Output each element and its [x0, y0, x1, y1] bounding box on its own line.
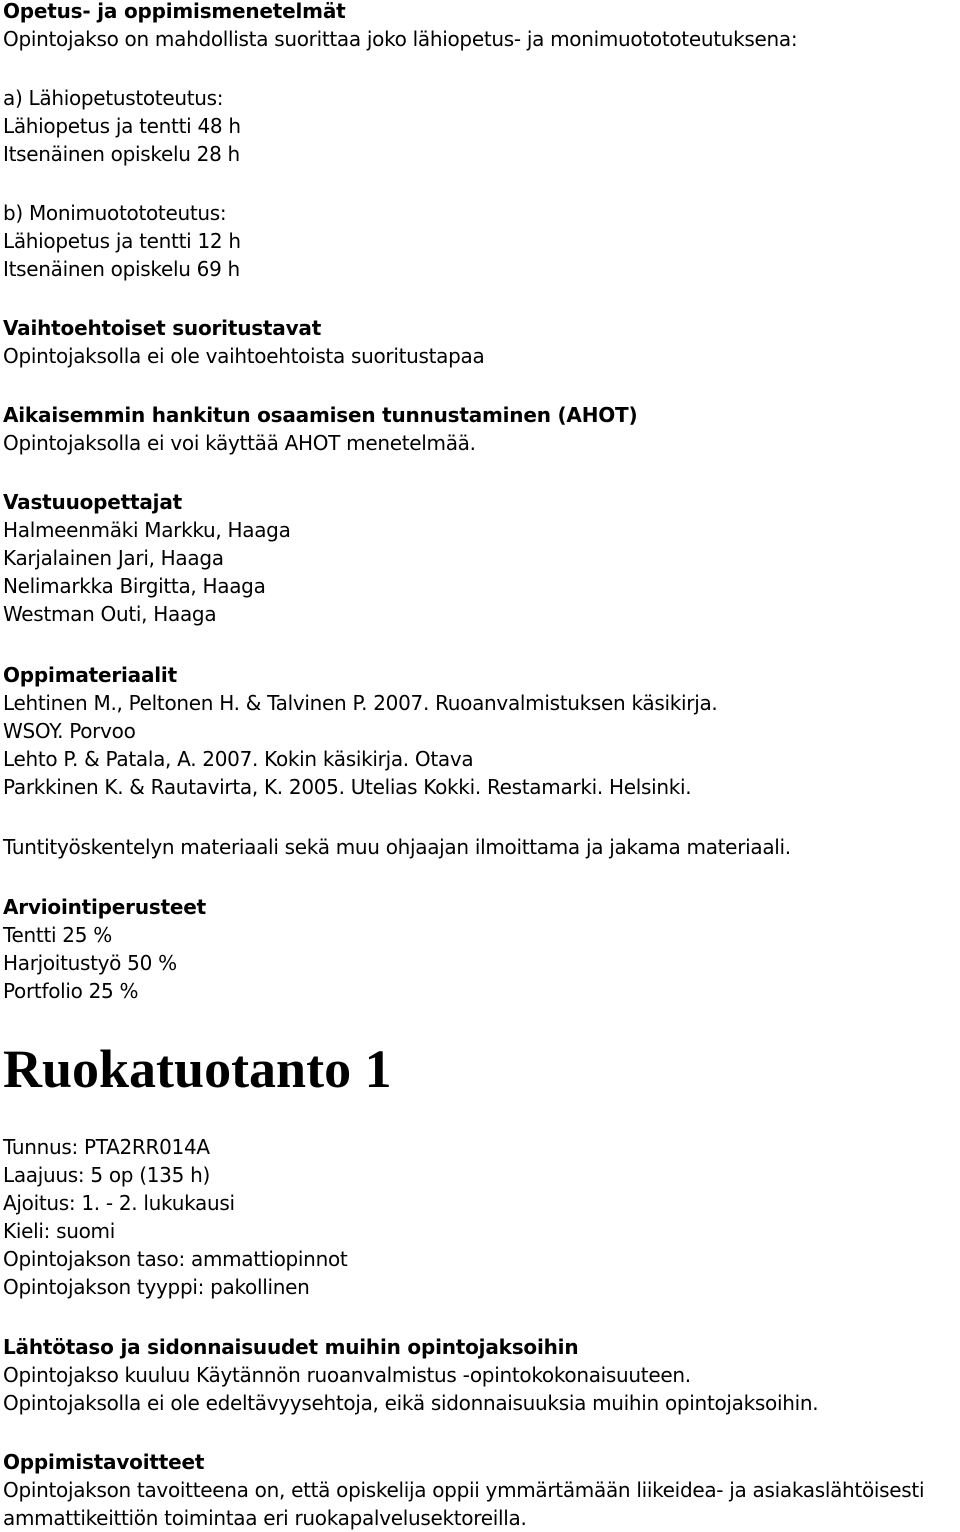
- teacher-item: Westman Outi, Haaga: [3, 602, 217, 626]
- section-heading-ahot: Aikaisemmin hankitun osaamisen tunnustaminen (AHOT): [3, 403, 638, 427]
- objectives-line: ammattikeittiön toimintaa eri ruokapalvelusektoreilla.: [3, 1506, 527, 1530]
- teacher-item: Nelimarkka Birgitta, Haaga: [3, 574, 266, 598]
- section-heading-prerequisites: Lähtötaso ja sidonnaisuudet muihin opintojaksoihin: [3, 1335, 579, 1359]
- course-detail-scope: Laajuus: 5 op (135 h): [3, 1163, 210, 1187]
- ahot-text: Opintojaksolla ei voi käyttää AHOT menetelmää.: [3, 431, 476, 455]
- course-detail-code: Tunnus: PTA2RR014A: [3, 1135, 210, 1159]
- material-line: WSOY. Porvoo: [3, 719, 136, 743]
- objectives-line: Opintojakson tavoitteena on, että opiskelija oppii ymmärtämään liikeidea- ja asiakaslähtöisesti: [3, 1478, 925, 1502]
- option-a-line: Lähiopetus ja tentti 48 h: [3, 114, 241, 138]
- section-heading-alternatives: Vaihtoehtoiset suoritustavat: [3, 316, 322, 340]
- course-detail-level: Opintojakson taso: ammattiopinnot: [3, 1247, 348, 1271]
- alternatives-text: Opintojaksolla ei ole vaihtoehtoista suoritustapaa: [3, 344, 485, 368]
- prerequisites-line: Opintojakso kuuluu Käytännön ruoanvalmistus -opintokokonaisuuteen.: [3, 1363, 691, 1387]
- teacher-item: Halmeenmäki Markku, Haaga: [3, 518, 291, 542]
- section-heading-teachers: Vastuuopettajat: [3, 490, 182, 514]
- material-line: Lehtinen M., Peltonen H. & Talvinen P. 2007. Ruoanvalmistuksen käsikirja.: [3, 691, 718, 715]
- course-detail-type: Opintojakson tyyppi: pakollinen: [3, 1275, 310, 1299]
- course-title: Ruokatuotanto 1: [3, 1039, 392, 1099]
- option-b-line: Lähiopetus ja tentti 12 h: [3, 229, 241, 253]
- section-heading-objectives: Oppimistavoitteet: [3, 1450, 205, 1474]
- section-heading-materials: Oppimateriaalit: [3, 663, 177, 687]
- option-a-label: a) Lähiopetustoteutus:: [3, 86, 224, 110]
- assessment-item: Tentti 25 %: [3, 923, 112, 947]
- course-detail-language: Kieli: suomi: [3, 1219, 115, 1243]
- assessment-item: Harjoitustyö 50 %: [3, 951, 177, 975]
- option-a-line: Itsenäinen opiskelu 28 h: [3, 142, 240, 166]
- prerequisites-line: Opintojaksolla ei ole edeltävyysehtoja, eikä sidonnaisuuksia muihin opintojaksoihin.: [3, 1391, 819, 1415]
- materials-note: Tuntityöskentelyn materiaali sekä muu ohjaajan ilmoittama ja jakama materiaali.: [3, 835, 791, 859]
- course-detail-timing: Ajoitus: 1. - 2. lukukausi: [3, 1191, 235, 1215]
- section-heading-teaching-methods: Opetus- ja oppimismenetelmät: [3, 0, 346, 23]
- material-line: Parkkinen K. & Rautavirta, K. 2005. Utelias Kokki. Restamarki. Helsinki.: [3, 775, 692, 799]
- option-b-label: b) Monimuotototeutus:: [3, 201, 227, 225]
- assessment-item: Portfolio 25 %: [3, 979, 139, 1003]
- material-line: Lehto P. & Patala, A. 2007. Kokin käsikirja. Otava: [3, 747, 474, 771]
- option-b-line: Itsenäinen opiskelu 69 h: [3, 257, 240, 281]
- section-heading-assessment: Arviointiperusteet: [3, 895, 207, 919]
- section-intro: Opintojakso on mahdollista suorittaa joko lähiopetus- ja monimuotototeutuksena:: [3, 27, 798, 51]
- teacher-item: Karjalainen Jari, Haaga: [3, 546, 224, 570]
